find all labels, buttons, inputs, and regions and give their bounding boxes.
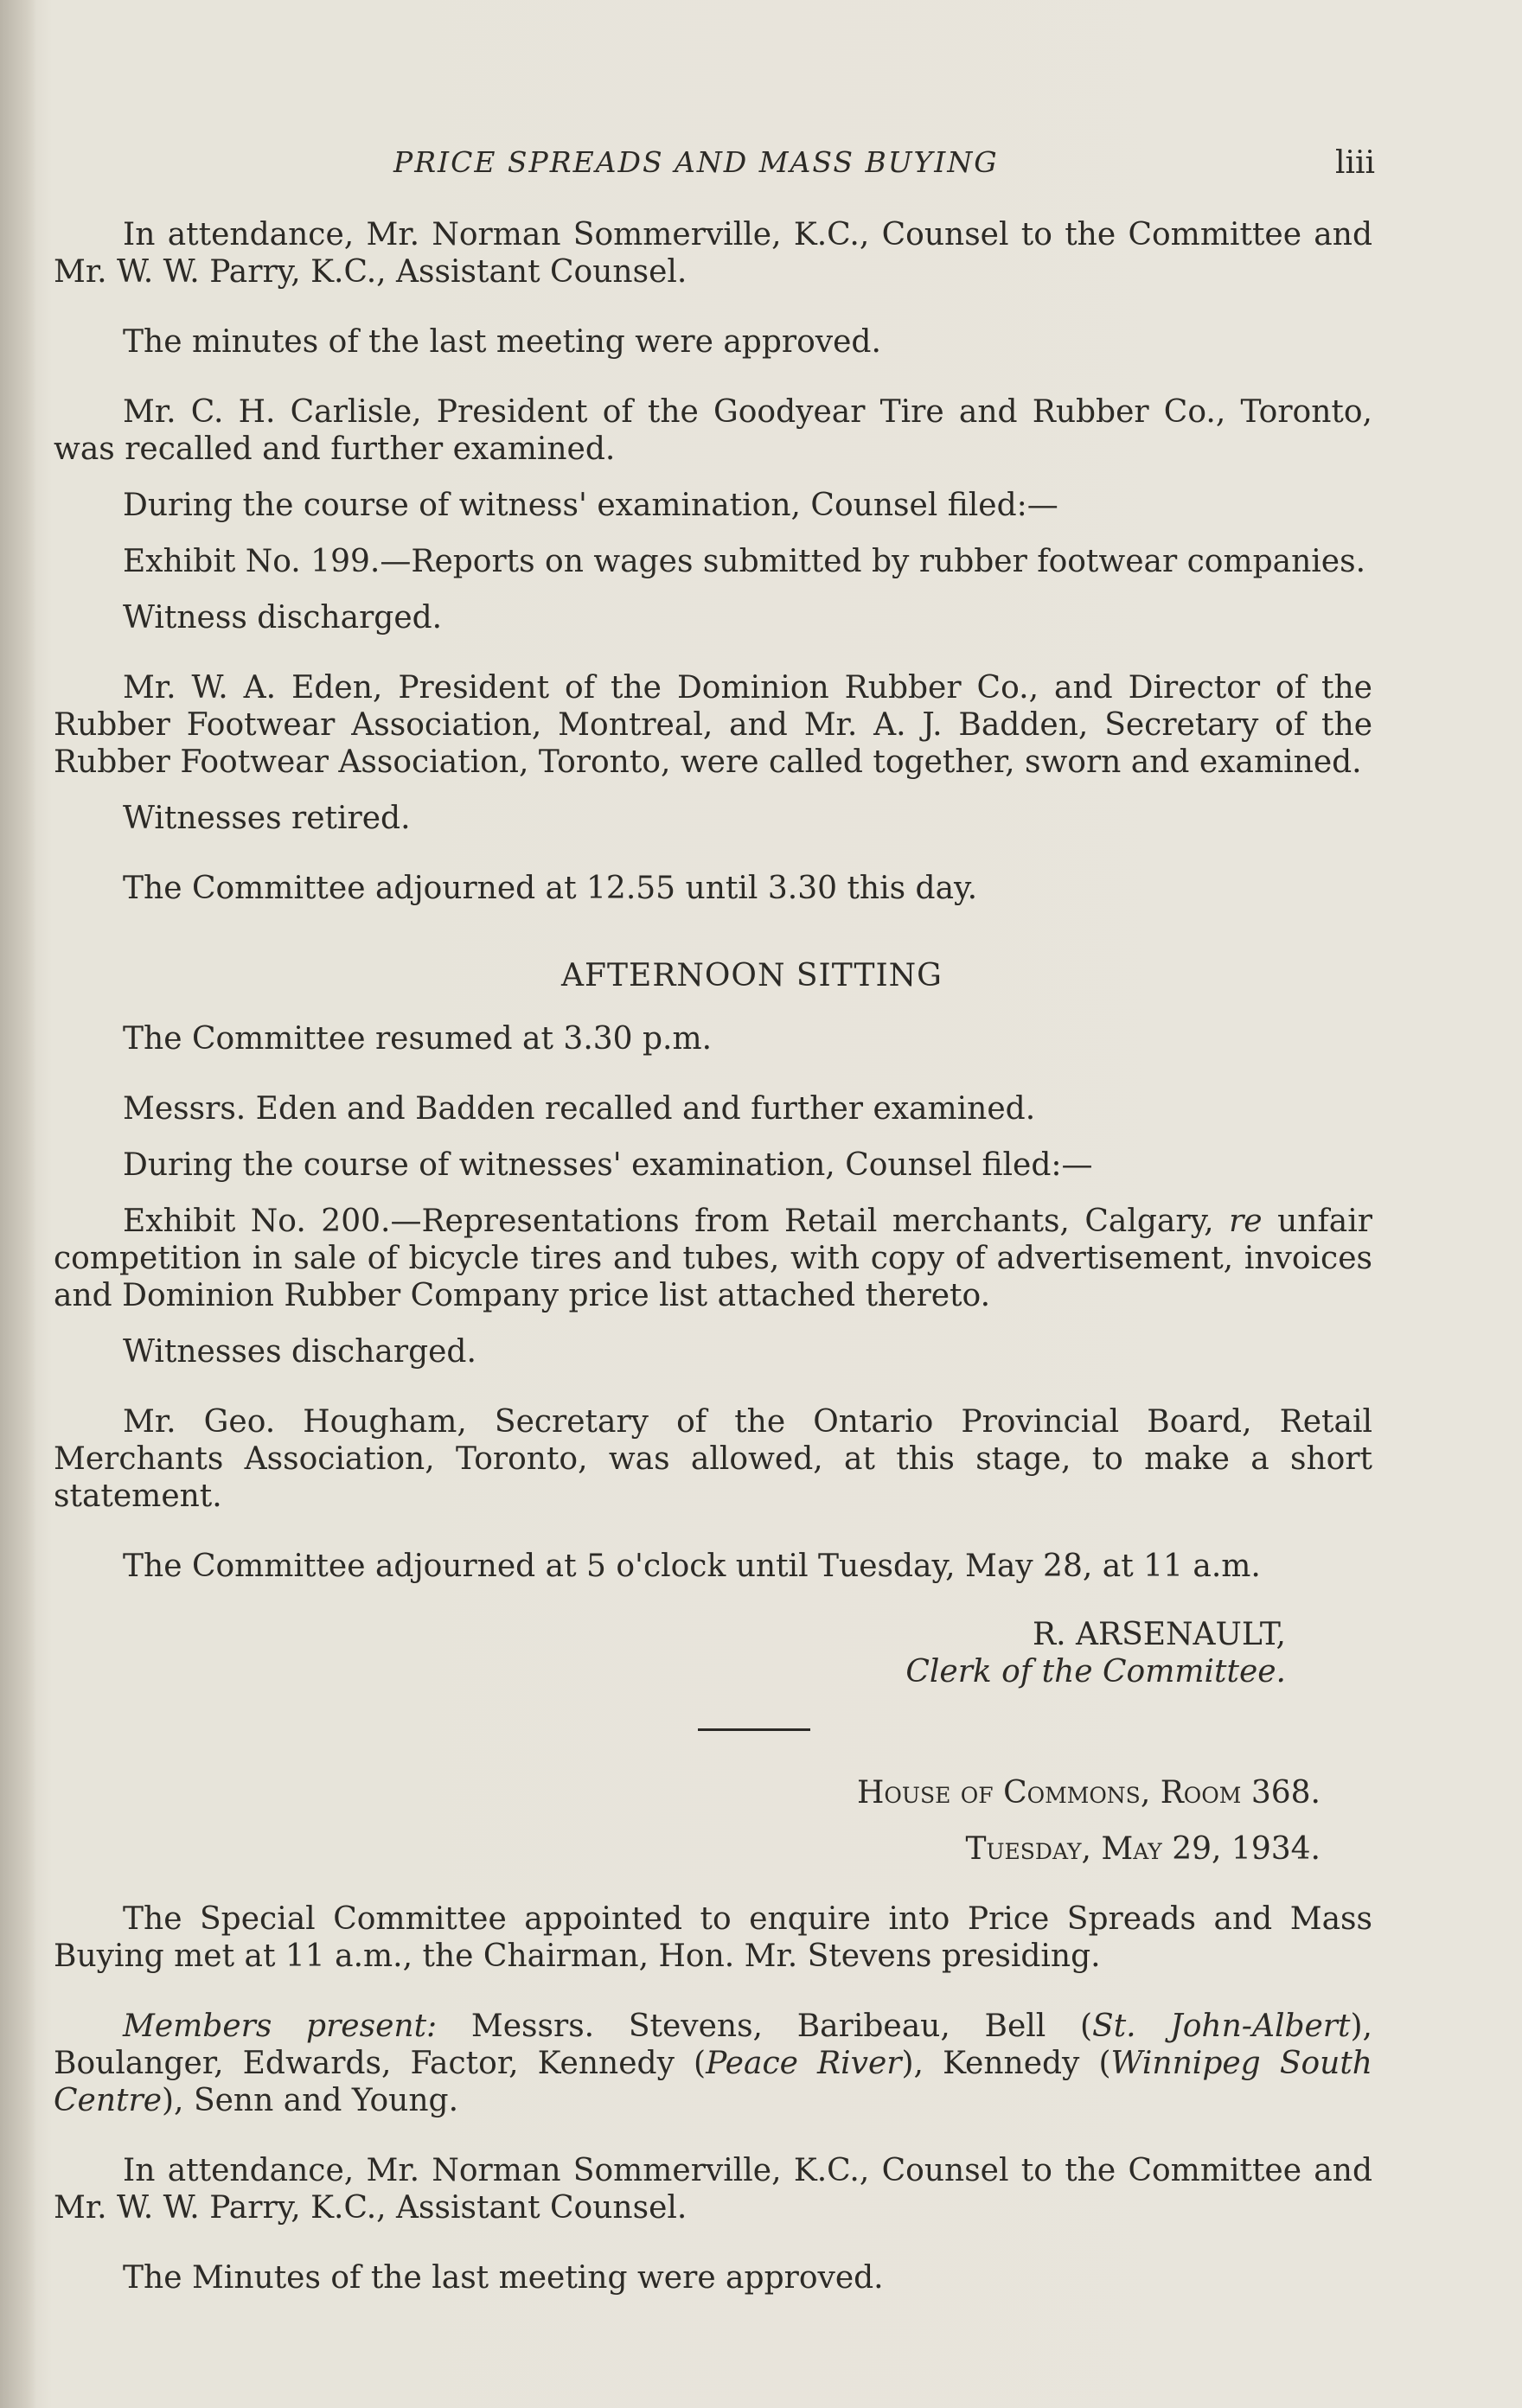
minutes-approved-paragraph: The minutes of the last meeting were approved. [123, 324, 881, 360]
section-heading: AFTERNOON SITTING [561, 958, 943, 993]
running-title: PRICE SPREADS AND MASS BUYING [393, 145, 999, 179]
clerk-title: Clerk of the Committee. [905, 1654, 1286, 1689]
recalled-paragraph: Messrs. Eden and Badden recalled and further examined. [123, 1091, 1036, 1127]
witnesses-retired-paragraph: Witnesses retired. [123, 801, 411, 836]
witnesses-eden-badden-paragraph: Mr. W. A. Eden, President of the Dominion Rubber Co., and Director of the Rubber Footwear Association, Montreal, and Mr. A. J. Badden, Secretary of the Rubber Footwear Association, Toronto, were called together, sworn and examined. [54, 670, 1372, 780]
attendance-paragraph-2: In attendance, Mr. Norman Sommerville, K.C., Counsel to the Committee and Mr. W. W. Parry, K.C., Assistant Counsel. [54, 2153, 1372, 2226]
counsel-filed-paragraph-2: During the course of witnesses' examination, Counsel filed:— [123, 1147, 1093, 1183]
members-text-d: ), Senn and Young. [162, 2083, 459, 2118]
adjourned-paragraph-2: The Committee adjourned at 5 o'clock until Tuesday, May 28, at 11 a.m. [123, 1549, 1261, 1584]
clerk-name: R. ARSENAULT, [1032, 1617, 1286, 1652]
resumed-paragraph: The Committee resumed at 3.30 p.m. [123, 1021, 713, 1057]
witness-discharged-paragraph: Witness discharged. [123, 600, 443, 636]
members-text-c: ), Kennedy ( [901, 2046, 1111, 2081]
members-present-label: Members present: [123, 2009, 438, 2044]
binding-gutter [0, 0, 36, 2408]
session-location: House of Commons, Room 368. [857, 1775, 1321, 1811]
exhibit-200-text-b: unfair competition in sale of bicycle tires and tubes, with copy of advertisement, invoices and Dominion Rubber Company price list attached thereto. [54, 1204, 1372, 1313]
page-header [0, 145, 1522, 188]
hougham-statement-paragraph: Mr. Geo. Hougham, Secretary of the Ontario Provincial Board, Retail Merchants Association, Toronto, was allowed, at this stage, to make a short statement. [54, 1404, 1372, 1514]
adjourned-paragraph: The Committee adjourned at 12.55 until 3.30 this day. [123, 871, 978, 906]
page-number: liii [1334, 145, 1375, 181]
counsel-filed-paragraph: During the course of witness' examination, Counsel filed:— [123, 488, 1058, 523]
exhibit-200-paragraph [54, 1203, 1372, 1314]
exhibit-200-re: re [1229, 1204, 1263, 1239]
exhibit-199-paragraph: Exhibit No. 199.—Reports on wages submitted by rubber footwear companies. [123, 544, 1366, 579]
members-text-a: Messrs. Stevens, Baribeau, Bell ( [437, 2009, 1093, 2044]
witness-carlisle-paragraph: Mr. C. H. Carlisle, President of the Goodyear Tire and Rubber Co., Toronto, was recalled and further examined. [54, 394, 1372, 467]
attendance-paragraph: In attendance, Mr. Norman Sommerville, K.C., Counsel to the Committee and Mr. W. W. Parry, K.C., Assistant Counsel. [54, 217, 1372, 290]
special-committee-paragraph: The Special Committee appointed to enquire into Price Spreads and Mass Buying met at 11 a.m., the Chairman, Hon. Mr. Stevens presiding. [54, 1901, 1372, 1974]
members-riding-3: Winnipeg South Centre [54, 2046, 1372, 2118]
exhibit-200-text-a: Exhibit No. 200.—Representations from Retail merchants, Calgary, [123, 1204, 1230, 1239]
page-body [54, 216, 1372, 2296]
members-text-b: ), Boulanger, Edwards, Factor, Kennedy ( [54, 2009, 1372, 2081]
members-present-paragraph [54, 2008, 1372, 2119]
signature-block [54, 1616, 1372, 1690]
session-date: Tuesday, May 29, 1934. [965, 1831, 1321, 1867]
witnesses-discharged-paragraph: Witnesses discharged. [123, 1334, 476, 1370]
minutes-approved-paragraph-2: The Minutes of the last meeting were approved. [123, 2260, 884, 2296]
section-divider [698, 1728, 810, 1731]
members-riding-1: St. John-Albert [1092, 2009, 1351, 2044]
members-riding-2: Peace River [706, 2046, 902, 2081]
